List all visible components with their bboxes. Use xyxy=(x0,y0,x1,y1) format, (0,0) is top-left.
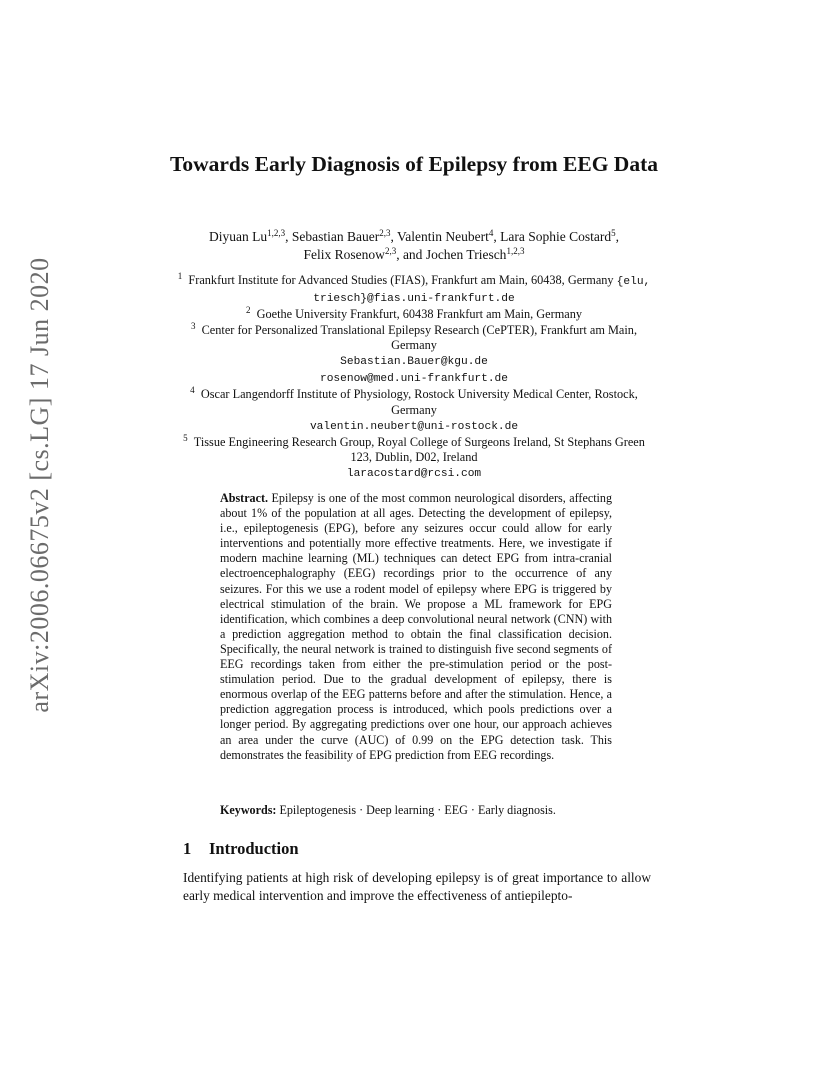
arxiv-sidebar xyxy=(20,257,60,713)
email[interactable]: rosenow@med.uni-frankfurt.de xyxy=(320,373,508,386)
email[interactable]: valentin.neubert@uni-rostock.de xyxy=(309,420,519,433)
affiliation: $^3$ Center for Personalized Translational Epilepsy Research (CePTER), Frankfurt am Main, Germany Sebastian.Bauer@kgu.de rosenow@med.uni-frankfurt.de xyxy=(190,320,638,386)
section-heading xyxy=(183,838,643,860)
keywords-label: Keywords: xyxy=(220,803,277,817)
author: Lara Sophie Costard$^5$, xyxy=(500,228,619,244)
abstract xyxy=(220,491,612,763)
email[interactable]: {elu, triesch}@fias.uni-frankfurt.de xyxy=(313,276,651,306)
author-list xyxy=(160,228,668,264)
abstract-text: Epilepsy is one of the most common neurological disorders, affecting about 1% of the population at all ages. Detecting the development of epilepsy, i.e., epileptogenesis (EPG), before any seizures occur could allow for early interventions and potentially more effective treatments. Here, we investigate if modern machine learning (ML) techniques can detect EPG from intra-cranial electroencephalography (EEG) recordings prior to the occurrence of any seizures. For this we use a rodent model of epilepsy where EPG is triggered by electrical stimulation of the brain. We propose a ML framework for EPG identification, which combines a deep convolutional neural network (CNN) with a prediction aggregation method to obtain the final classification decision. Specifically, the neural network is trained to distinguish five second segments of EEG recordings taken from either the pre-stimulation period or the post-stimulation period. Due to the gradual development of epilepsy, there is enormous overlap of the EEG patterns before and after the stimulation. Hence, a prediction aggregation process is introduced, which pools predictions over a longer period. By aggregating predictions over one hour, our approach achieves an area under the curve (AUC) of 0.99 on the EPG detection task. This demonstrates the feasibility of EPG prediction from EEG recordings. xyxy=(220,491,613,762)
affiliation: $^1$ Frankfurt Institute for Advanced Studies (FIAS), Frankfurt am Main, 60438, Germany {elu, triesch}@fias.uni-frankfurt.de xyxy=(177,271,651,306)
author: Felix Rosenow$^{2,3}$, and xyxy=(303,246,426,262)
author: Valentin Neubert$^4$, xyxy=(397,228,501,244)
email[interactable]: laracostard@rcsi.com xyxy=(346,468,482,481)
affiliation: $^5$ Tissue Engineering Research Group, Royal College of Surgeons Ireland, St Stephans Green 123, Dublin, D02, Ireland laracostard@rcsi.com xyxy=(183,433,645,481)
intro-paragraph: Identifying patients at high risk of developing epilepsy is of great importance to allow early medical intervention and improve the effectiveness of antiepilepto- xyxy=(183,870,651,903)
keywords-text: Epileptogenesis · Deep learning · EEG · Early diagnosis. xyxy=(279,803,556,817)
section-number: 1 xyxy=(183,839,192,858)
author: Sebastian Bauer$^{2,3}$, xyxy=(291,228,398,244)
affiliation: $^2$ Goethe University Frankfurt, 60438 Frankfurt am Main, Germany xyxy=(245,305,583,322)
arxiv-identifier: arXiv:2006.06675v2 [cs.LG] 17 Jun 2020 xyxy=(25,257,54,713)
affiliation-list xyxy=(176,273,652,483)
section-title: Introduction xyxy=(209,839,299,858)
affiliation: $^4$ Oscar Langendorff Institute of Physiology, Rostock University Medical Center, Rostock, Germany valentin.neubert@uni-rostock.de xyxy=(190,385,638,433)
keywords xyxy=(220,803,620,818)
paper-title: Towards Early Diagnosis of Epilepsy from EEG Data xyxy=(170,152,658,176)
author: Jochen Triesch$^{1,2,3}$ xyxy=(425,246,525,262)
abstract-label: Abstract. xyxy=(220,491,269,505)
email[interactable]: Sebastian.Bauer@kgu.de xyxy=(340,356,488,369)
author: Diyuan Lu$^{1,2,3}$, xyxy=(209,228,292,244)
